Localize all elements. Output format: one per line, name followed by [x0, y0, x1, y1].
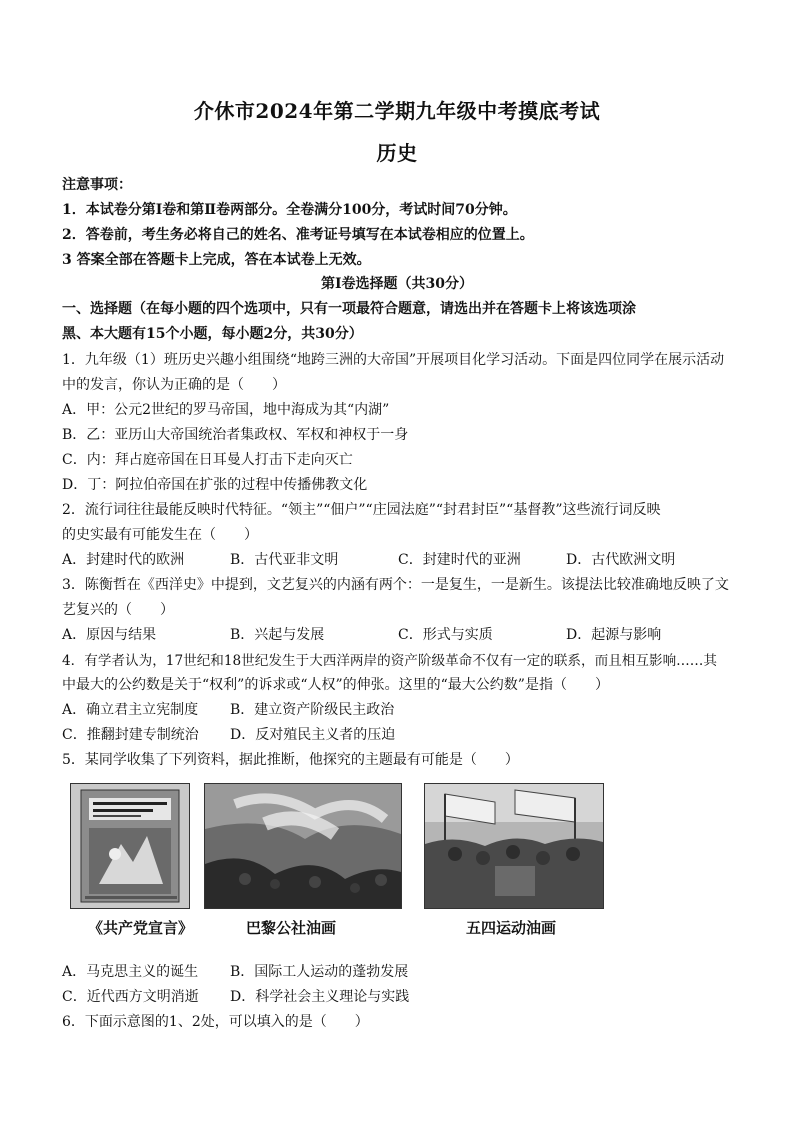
question-2-option-a: A．封建时代的欧洲	[62, 552, 185, 568]
question-5-option-d: D．科学社会主义理论与实践	[230, 989, 410, 1005]
image-caption: 巴黎公社油画	[246, 919, 337, 937]
exam-title: 介休市2024年第二学期九年级中考摸底考试	[193, 99, 601, 123]
image-caption: 《共产党宣言》	[88, 919, 194, 937]
question-5-stem: 5．某同学收集了下列资料，据此推断，他探究的主题最有可能是（ ）	[62, 752, 519, 768]
image-caption: 五四运动油画	[466, 919, 557, 937]
question-4-stem: 中最大的公约数是关于“权利”的诉求或“人权”的伸张。这里的“最大公约数”是指（ ）	[62, 677, 609, 693]
question-1-option-b: B．乙：亚历山大帝国统治者集政权、军权和神权于一身	[62, 427, 409, 443]
communist-manifesto-image	[70, 783, 190, 909]
question-2-stem: 2．流行词往往最能反映时代特征。“领主”“佃户”“庄园法庭”“封君封臣”“基督教”这些流行词反映	[62, 502, 661, 518]
question-3-option-b: B．兴起与发展	[230, 627, 325, 643]
question-2-option-d: D．古代欧洲文明	[566, 552, 676, 568]
question-4-option-b: B．建立资产阶级民主政治	[230, 702, 395, 718]
section-instruction: 黑、本大题有15个小题，每小题2分，共30分）	[62, 326, 363, 342]
question-4-option-c: C．推翻封建专制统治	[62, 727, 199, 743]
subject-title: 历史	[376, 141, 418, 165]
question-4-option-a: A．确立君主立宪制度	[62, 702, 199, 718]
question-5-option-c: C．近代西方文明消逝	[62, 989, 199, 1005]
question-1-stem: 1．九年级（1）班历史兴趣小组围绕“地跨三洲的大帝国”开展项目化学习活动。下面是四位同学在展示活动	[62, 352, 725, 368]
question-1-option-d: D．丁：阿拉伯帝国在扩张的过程中传播佛教文化	[62, 477, 368, 493]
section-instruction: 一、选择题（在每小题的四个选项中，只有一项最符合题意，请选出并在答题卡上将该选项涂	[62, 301, 636, 317]
question-3-option-a: A．原因与结果	[62, 627, 157, 643]
question-1-option-a: A．甲：公元2世纪的罗马帝国，地中海成为其“内湖”	[62, 402, 390, 418]
may-fourth-painting-image	[424, 783, 604, 909]
paris-commune-painting-image	[204, 783, 402, 909]
question-2-option-b: B．古代亚非文明	[230, 552, 339, 568]
question-2-stem: 的史实最有可能发生在（ ）	[62, 527, 258, 543]
question-5-option-a: A．马克思主义的诞生	[62, 964, 199, 980]
notice-item: 2．答卷前，考生务必将自己的姓名、准考证号填写在本试卷相应的位置上。	[62, 227, 534, 243]
section-title: 第Ⅰ卷选择题（共30分）	[320, 276, 474, 292]
question-1-option-c: C．内：拜占庭帝国在日耳曼人打击下走向灭亡	[62, 452, 353, 468]
question-3-stem: 3．陈衡哲在《西洋史》中提到，文艺复兴的内涵有两个：一是复生，一是新生。该提法比较准确地反映了文	[62, 577, 729, 593]
question-4-option-d: D．反对殖民主义者的压迫	[230, 727, 396, 743]
question-5-option-b: B．国际工人运动的蓬勃发展	[230, 964, 409, 980]
question-3-stem: 艺复兴的（ ）	[62, 602, 174, 618]
notice-heading: 注意事项：	[62, 177, 132, 193]
question-6-stem: 6．下面示意图的1、2处，可以填入的是（ ）	[62, 1014, 369, 1030]
question-2-option-c: C．封建时代的亚洲	[398, 552, 521, 568]
notice-item: 3 答案全部在答题卡上完成，答在本试卷上无效。	[62, 252, 371, 268]
notice-item: 1．本试卷分第Ⅰ卷和第Ⅱ卷两部分。全卷满分100分，考试时间70分钟。	[62, 202, 517, 218]
question-4-stem: 4．有学者认为，17世纪和18世纪发生于大西洋两岸的资产阶级革命不仅有一定的联系，而且相互影响……其	[62, 653, 717, 669]
question-1-stem: 中的发言，你认为正确的是（ ）	[62, 377, 286, 393]
question-3-option-c: C．形式与实质	[398, 627, 493, 643]
question-3-option-d: D．起源与影响	[566, 627, 662, 643]
